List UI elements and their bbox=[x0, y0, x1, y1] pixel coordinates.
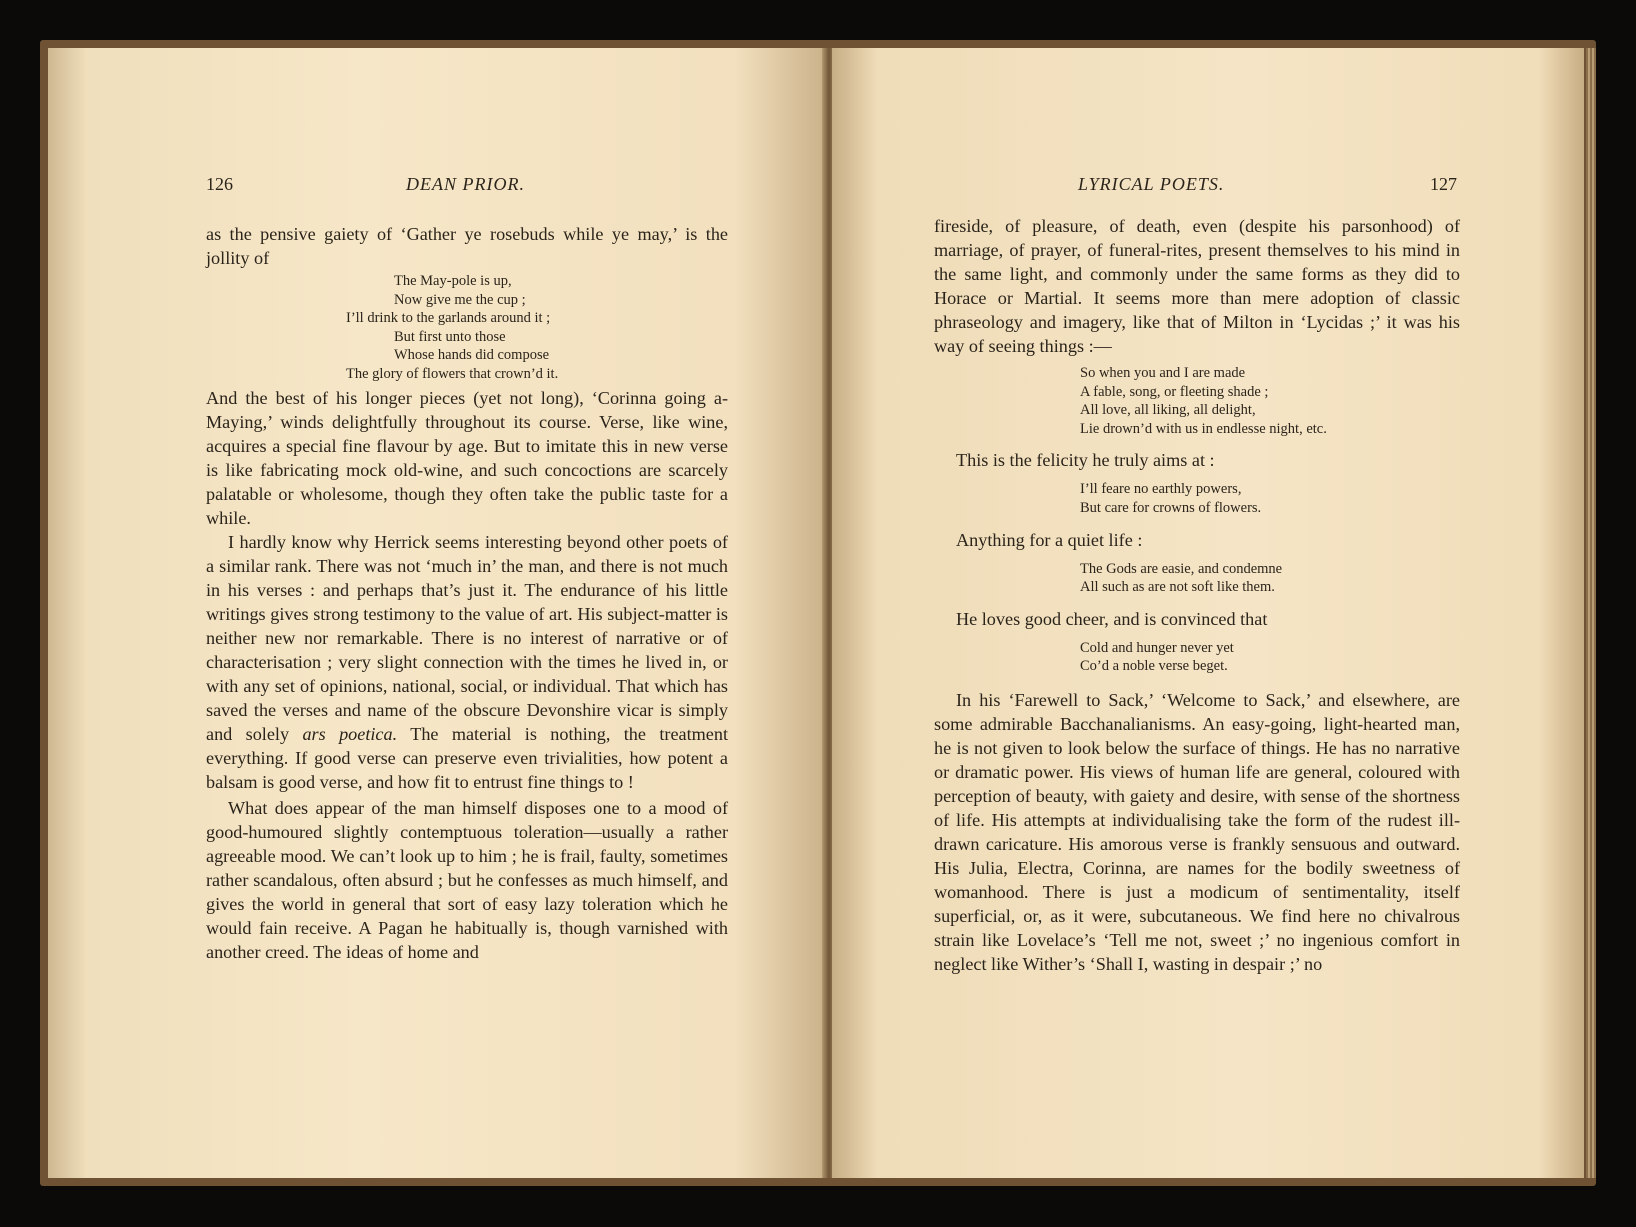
verse-line: I’ll drink to the garlands around it ; bbox=[346, 310, 551, 327]
verse-line: So when you and I are made bbox=[1080, 365, 1246, 381]
left-paragraph-2: And the best of his longer pieces (yet not long), ‘Corinna going a-Maying,’ winds delightfully throughout its course. Verse, like wine, acquires a special fine flavour by age. But to imitate this in new verse is like fabricating mock old-wine, and such concoctions are scarcely palatable or wholesome, though they often take the public taste for a while. bbox=[206, 387, 728, 528]
left-running-head bbox=[48, 172, 828, 196]
left-verse-1 bbox=[346, 272, 728, 384]
right-page-number: 127 bbox=[1430, 174, 1457, 194]
left-paragraph-3-emphasis: ars poetica. bbox=[302, 723, 398, 744]
verse-line: A fable, song, or fleeting shade ; bbox=[1080, 383, 1269, 400]
verse-line: The Gods are easie, and condemne bbox=[1080, 560, 1283, 577]
verse-line: But care for crowns of flowers. bbox=[1080, 499, 1262, 516]
open-book bbox=[40, 40, 1596, 1186]
right-running-title: LYRICAL POETS. bbox=[1078, 174, 1225, 194]
left-page-text bbox=[206, 222, 728, 964]
left-page-number: 126 bbox=[206, 174, 233, 194]
right-line-2: This is the felicity he truly aims at : bbox=[956, 450, 1215, 471]
left-paragraph-4: What does appear of the man himself disposes one to a mood of good-humoured slightly contemptuous toleration—usually a rather agreeable mood. We can’t look up to him ; he is frail, faulty, sometimes rather scandalous, often absurd ; but he confesses as much himself, and gives the world in general that sort of easy lazy toleration which he would fain receive. A Pagan he habitually is, though varnished with another creed. The ideas of home and bbox=[206, 797, 728, 962]
right-verse-1 bbox=[1080, 364, 1460, 438]
verse-line: The May-pole is up, bbox=[394, 273, 512, 289]
right-running-head bbox=[832, 172, 1584, 196]
verse-line: All such as are not soft like them. bbox=[1080, 579, 1275, 596]
page-edges bbox=[1586, 48, 1596, 1178]
left-running-title: DEAN PRIOR. bbox=[406, 174, 525, 194]
left-paragraph-3 bbox=[206, 530, 728, 794]
verse-line: All love, all liking, all delight, bbox=[1080, 402, 1256, 419]
left-paragraph-3-part-b: The material is nothing, the treatment everything. If good verse can preserve even trivialities, how potent a balsam is good verse, and how fit to entrust fine things to ! bbox=[206, 723, 729, 792]
right-line-3: Anything for a quiet life : bbox=[956, 529, 1143, 550]
right-paragraph-5: In his ‘Farewell to Sack,’ ‘Welcome to Sack,’ and elsewhere, are some admirable Bacchanalianisms. An easy-going, light-hearted man, he is not given to look below the surface of things. He has no narrative or dramatic power. His views of human life are general, coloured with perception of beauty, with gaiety and desire, with sense of the shortness of life. His attempts at individualising take the form of the rudest ill-drawn caricature. His amorous verse is frankly sensuous and outward. His Julia, Electra, Corinna, are names for the bodily sweetness of womanhood. There is just a modicum of sentimentality, itself superficial, or, as it were, subcutaneous. We find here no chivalrous strain like Lovelace’s ‘Tell me not, sweet ;’ no ingenious comfort in neglect like Wither’s ‘Shall I, wasting in despair ;’ no bbox=[934, 689, 1460, 974]
right-verse-2 bbox=[1080, 480, 1460, 517]
right-paragraph-1: fireside, of pleasure, of death, even (despite his parsonhood) of marriage, of prayer, of funeral-rites, present themselves to his mind in the same light, and commonly under the same forms as they did to Horace or Martial. It seems more than mere adoption of classic phraseology and imagery, like that of Milton in ‘Lycidas ;’ it was his way of seeing things :— bbox=[934, 216, 1460, 356]
verse-line: I’ll feare no earthly powers, bbox=[1080, 481, 1242, 498]
right-page-text bbox=[934, 214, 1460, 976]
right-verse-3 bbox=[1080, 560, 1460, 597]
right-verse-4 bbox=[1080, 639, 1460, 676]
verse-line: Cold and hunger never yet bbox=[1080, 639, 1234, 656]
verse-line: But first unto those bbox=[394, 328, 506, 345]
verse-line: Co’d a noble verse beget. bbox=[1080, 658, 1228, 675]
left-page bbox=[48, 48, 828, 1178]
verse-line: Now give me the cup ; bbox=[394, 291, 526, 308]
left-paragraph-1: as the pensive gaiety of ‘Gather ye rosebuds while ye may,’ is the jollity of bbox=[206, 224, 728, 268]
right-line-4: He loves good cheer, and is convinced that bbox=[956, 608, 1268, 629]
verse-line: Whose hands did compose bbox=[394, 347, 550, 364]
verse-line: Lie drown’d with us in endlesse night, etc. bbox=[1080, 420, 1327, 437]
verse-line: The glory of flowers that crown’d it. bbox=[346, 365, 559, 382]
left-paragraph-3-part-a: I hardly know why Herrick seems interesting beyond other poets of a similar rank. There was not ‘much in’ the man, and there is not much in his verses : and perhaps that’s just it. The endurance of his little writings gives strong testimony to the value of art. His subject-matter is neither new nor remarkable. There is no interest of narrative or of characterisation ; very slight connection with the times he lived in, or with any set of opinions, national, social, or individual. That which has saved the verses and name of the obscure Devonshire vicar is simply and solely bbox=[206, 531, 728, 744]
right-page bbox=[832, 48, 1584, 1178]
